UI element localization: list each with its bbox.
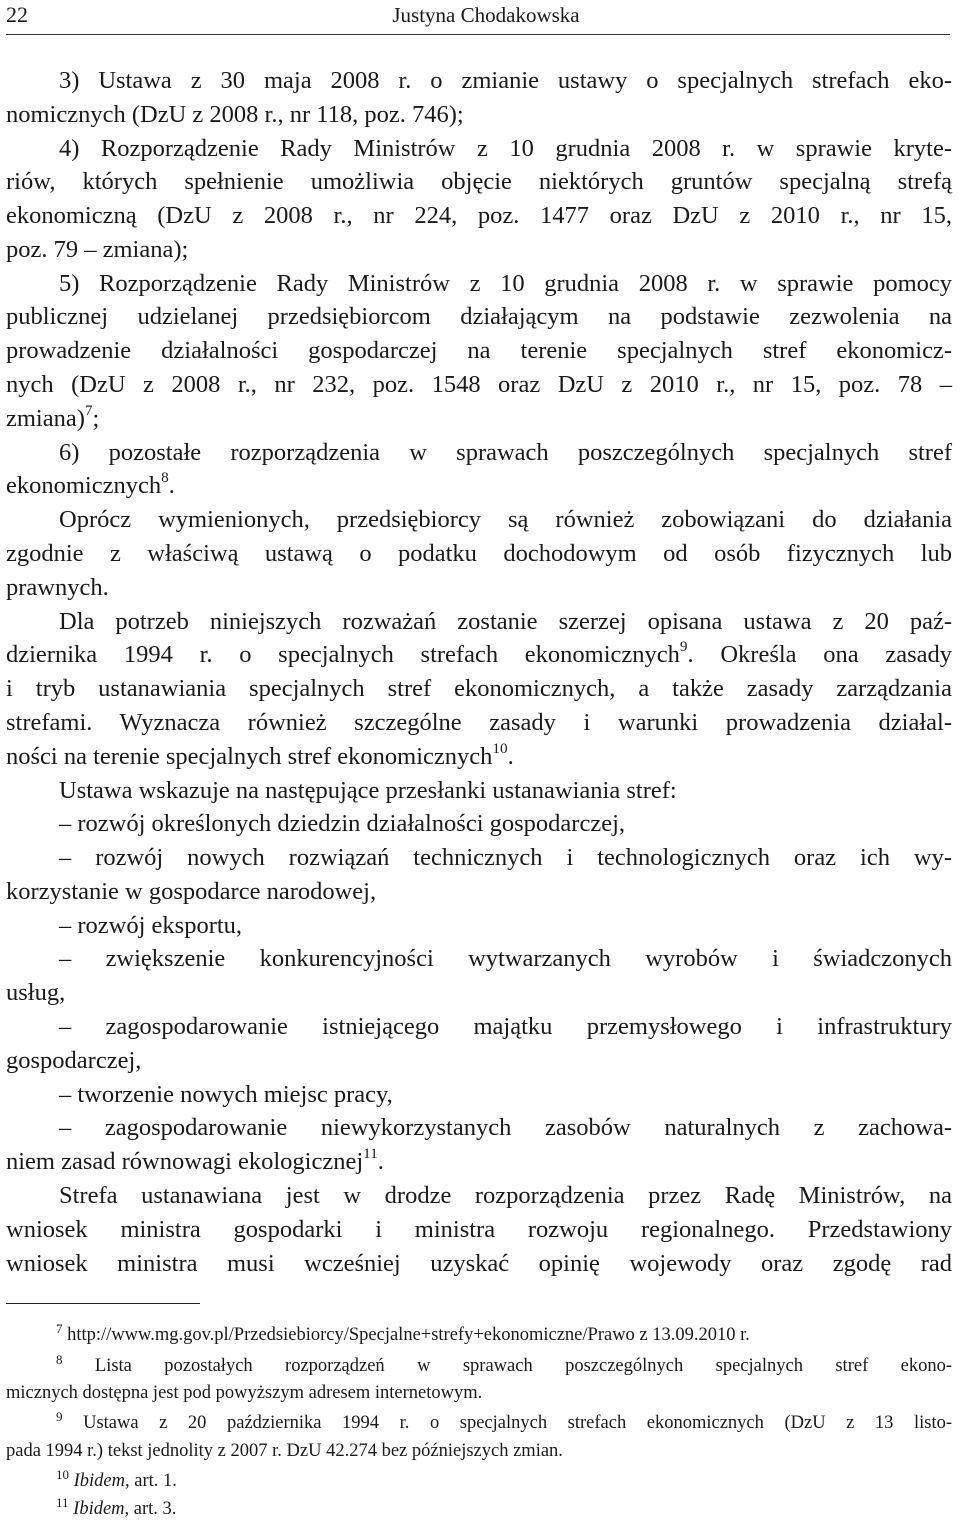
text-line: zgodnie z właściwą ustawą o podatku dochodowym od osób fizycznych lub bbox=[6, 540, 952, 567]
list-item: – tworzenie nowych miejsc pracy, bbox=[59, 1081, 393, 1108]
text-line: prawnych. bbox=[6, 574, 109, 601]
footnote-number: 7 bbox=[56, 1320, 63, 1336]
page-number: 22 bbox=[6, 2, 28, 27]
text-line: 4) Rozporządzenie Rady Ministrów z 10 grudnia 2008 r. w sprawie kryte- bbox=[59, 135, 952, 162]
footnote-continuation: micznych dostępna jest pod powyższym adresem internetowym. bbox=[6, 1383, 483, 1403]
text-line: ności na terenie specjalnych stref ekonomicznych$^{10}$. bbox=[6, 740, 514, 770]
footnote-ref: 9 bbox=[679, 638, 688, 656]
text-line: ekonomiczną (DzU z 2008 r., nr 224, poz. 1477 oraz DzU z 2010 r., nr 15, bbox=[6, 202, 952, 229]
footnote: $^7$ http://www.mg.gov.pl/Przedsiebiorcy/Specjalne+strefy+ekonomiczne/Prawo z 13.09.2010 r. bbox=[56, 1320, 750, 1345]
text-line: usług, bbox=[6, 979, 66, 1006]
footnote-number: 8 bbox=[56, 1351, 63, 1367]
text-line: i tryb ustanawiania specjalnych stref ekonomicznych, a także zasady zarządzania bbox=[6, 675, 952, 702]
text-line: nych (DzU z 2008 r., nr 232, poz. 1548 oraz DzU z 2010 r., nr 15, poz. 78 – bbox=[6, 371, 952, 398]
text-line: nomicznych (DzU z 2008 r., nr 118, poz. 746); bbox=[6, 101, 464, 128]
footnote-number: 9 bbox=[56, 1408, 63, 1424]
text-line: Dla potrzeb niniejszych rozważań zostanie szerzej opisana ustawa z 20 paź- bbox=[59, 608, 952, 635]
footnote-ref: 11 bbox=[363, 1145, 378, 1163]
text-line: wniosek ministra gospodarki i ministra rozwoju regionalnego. Przedstawiony bbox=[6, 1216, 952, 1243]
footnote: $^{10}$ Ibidem, art. 1. bbox=[56, 1466, 177, 1491]
footnote: $^9$ Ustawa z 20 października 1994 r. o specjalnych strefach ekonomicznych (DzU z 13 listo- bbox=[56, 1408, 953, 1433]
text-line: Strefa ustanawiana jest w drodze rozporządzenia przez Radę Ministrów, na bbox=[59, 1182, 952, 1209]
list-item: – rozwój nowych rozwiązań technicznych i technologicznych oraz ich wy- bbox=[59, 844, 952, 871]
text-line: publicznej udzielanej przedsiębiorcom działającym na podstawie zezwolenia na bbox=[6, 303, 952, 330]
list-item: – rozwój określonych dziedzin działalności gospodarczej, bbox=[59, 810, 626, 837]
text-line: riów, których spełnienie umożliwia objęcie niektórych gruntów specjalną strefą bbox=[6, 168, 952, 195]
footnote-separator bbox=[6, 1303, 200, 1304]
text-line: ekonomicznych$^8$. bbox=[6, 469, 175, 499]
list-item: – zagospodarowanie niewykorzystanych zasobów naturalnych z zachowa- bbox=[59, 1114, 952, 1141]
text-line: 6) pozostałe rozporządzenia w sprawach poszczególnych specjalnych stref bbox=[59, 439, 952, 466]
footnote-ref: 8 bbox=[161, 469, 169, 487]
text-line: strefami. Wyznacza również szczególne zasady i warunki prowadzenia działal- bbox=[6, 709, 952, 736]
text-line: zmiana)$^7$; bbox=[6, 402, 100, 432]
footnote: $^{11}$ Ibidem, art. 3. bbox=[56, 1494, 177, 1519]
footnote-ref: 7 bbox=[84, 402, 93, 420]
page-header bbox=[6, 0, 950, 35]
text-line: Ustawa wskazuje na następujące przesłanki ustanawiania stref: bbox=[59, 777, 677, 804]
text-line: Oprócz wymienionych, przedsiębiorcy są również zobowiązani do działania bbox=[59, 506, 952, 533]
text-line: niem zasad równowagi ekologicznej$^{11}$. bbox=[6, 1145, 384, 1175]
text-line: prowadzenie działalności gospodarczej na terenie specjalnych stref ekonomicz- bbox=[6, 337, 952, 364]
text-line: 3) Ustawa z 30 maja 2008 r. o zmianie ustawy o specjalnych strefach eko- bbox=[59, 67, 952, 94]
text-line: dziernika 1994 r. o specjalnych strefach ekonomicznych$^9$. Określa ona zasady bbox=[6, 638, 952, 668]
running-head: Justyna Chodakowska bbox=[392, 3, 580, 27]
list-item: – rozwój eksportu, bbox=[59, 912, 243, 939]
footnote-ref: 10 bbox=[492, 740, 508, 758]
text-line: wniosek ministra musi wcześniej uzyskać opinię wojewody oraz zgodę rad bbox=[6, 1250, 952, 1277]
text-line: gospodarczej, bbox=[6, 1047, 142, 1074]
footnote-number: 11 bbox=[56, 1494, 69, 1510]
text-line: poz. 79 – zmiana); bbox=[6, 236, 189, 263]
list-item: – zagospodarowanie istniejącego majątku przemysłowego i infrastruktury bbox=[59, 1013, 952, 1040]
footnote-continuation: pada 1994 r.) tekst jednolity z 2007 r. DzU 42.274 bez późniejszych zmian. bbox=[6, 1441, 563, 1461]
footnote: $^8$ Lista pozostałych rozporządzeń w sprawach poszczególnych specjalnych stref ekono- bbox=[56, 1351, 952, 1376]
text-line: 5) Rozporządzenie Rady Ministrów z 10 grudnia 2008 r. w sprawie pomocy bbox=[59, 270, 952, 297]
text-line: korzystanie w gospodarce narodowej, bbox=[6, 878, 377, 905]
footnote-number: 10 bbox=[56, 1466, 69, 1482]
list-item: – zwiększenie konkurencyjności wytwarzanych wyrobów i świadczonych bbox=[59, 945, 952, 972]
